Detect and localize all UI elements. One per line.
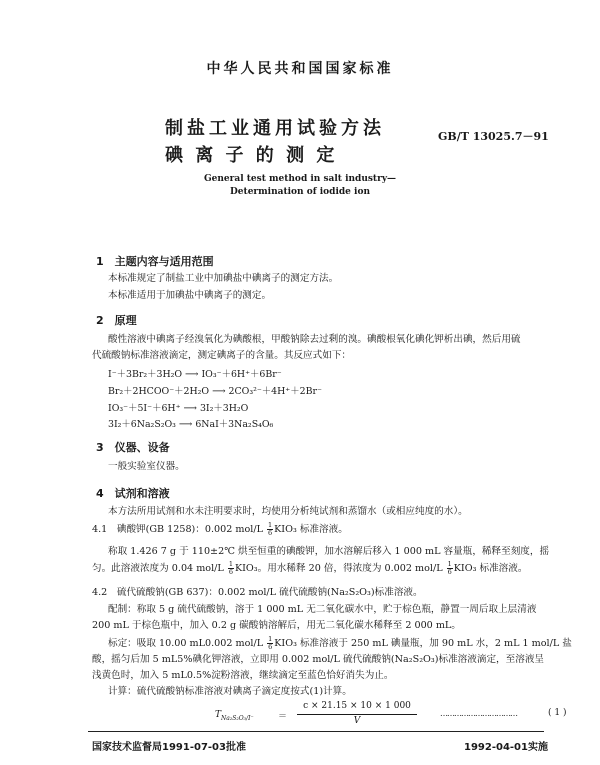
- footer-rule: [88, 731, 544, 732]
- fraction-denominator: 6: [447, 568, 452, 576]
- section-3-heading: 3 仪器、设备: [96, 441, 170, 454]
- section-4-2-para2-line1: [108, 636, 572, 651]
- formula-lhs: [215, 710, 254, 722]
- section-1-para2: 本标准适用于加碘盐中碘离子的测定。: [108, 290, 272, 301]
- section-4-2-para2-line2: 酸，摇匀后加 5 mL5%碘化钾溶液，立即用 0.002 mol/L 硫代硫酸钠(Na₂S₂O₃)标准溶液滴定，至溶液呈: [92, 654, 545, 665]
- formula-lhs-symbol: T: [215, 710, 222, 720]
- reaction-equation-4: 3I₂＋6Na₂S₂O₃ ⟶ 6NaI＋3Na₂S₄O₆: [108, 419, 274, 430]
- formula-equals: ＝: [278, 712, 288, 722]
- section-1-heading: 1 主题内容与适用范围: [96, 255, 214, 268]
- approval-date: 国家技术监督局1991-07-03批准: [92, 742, 246, 753]
- section-4-2-para2-line3: 浅黄色时，加入 5 mL0.5%淀粉溶液，继续滴定至蓝色恰好消失为止。: [92, 670, 394, 681]
- section-4-2-para2-line1-b: KIO₃ 标准溶液于 250 mL 碘量瓶，加 90 mL 水，2 mL 1 mol/L 盐: [274, 638, 572, 649]
- section-4-1-para-line2-c: KIO₃ 标准溶液。: [453, 563, 528, 574]
- fraction-numerator: 1: [447, 560, 452, 568]
- reaction-equation-1: I⁻＋3Br₂＋3H₂O ⟶ IO₃⁻＋6H⁺＋6Br⁻: [108, 369, 282, 380]
- section-4-1-text-b: KIO₃ 标准溶液。: [274, 524, 348, 535]
- formula-number: ( 1 ): [548, 708, 567, 718]
- fraction-one-sixth: [267, 522, 273, 537]
- reaction-equation-3: IO₃⁻＋5I⁻＋6H⁺ ⟶ 3I₂＋3H₂O: [108, 403, 249, 414]
- english-title-line1: General test method in salt industry—: [203, 174, 397, 184]
- section-4-1-heading: [92, 522, 348, 537]
- section-2-para1-line1: 酸性溶液中碘离子经溴氧化为碘酸根，甲酸钠除去过剩的溴。碘酸根氧化碘化钾析出碘，然后用硫: [108, 334, 521, 345]
- fraction-numerator: 1: [268, 521, 273, 529]
- formula-leader-dots: ……………………………: [440, 709, 517, 718]
- section-1-para1: 本标准规定了制盐工业中加碘盐中碘离子的测定方法。: [108, 273, 339, 284]
- formula-numerator: c × 21.15 × 10 × 1 000: [303, 701, 411, 711]
- section-2-para1-line2: 代硫酸钠标准溶液滴定，测定碘离子的含量。其反应式如下：: [92, 350, 352, 361]
- section-2-heading: 2 原理: [96, 314, 137, 327]
- section-4-1-para-line2-a: 匀。此溶液浓度为 0.04 mol/L: [92, 563, 227, 574]
- formula-denominator: V: [353, 716, 361, 726]
- english-title-line2: Determination of iodide ion: [230, 187, 370, 197]
- standard-title-line2: 碘 离 子 的 测 定: [165, 145, 338, 166]
- reaction-equation-2: Br₂＋2HCOO⁻＋2H₂O ⟶ 2CO₃²⁻＋4H⁺＋2Br⁻: [108, 386, 322, 397]
- implementation-date: 1992-04-01实施: [464, 742, 548, 753]
- standard-title-line1: 制盐工业通用试验方法: [165, 118, 385, 139]
- section-4-2-para1-line2: 200 mL 于棕色瓶中，加入 0.2 g 碳酸钠溶解后，用无二氧化碳水稀释至 2 000 mL。: [92, 620, 461, 631]
- fraction-numerator: 1: [228, 560, 233, 568]
- section-4-2-heading: 4.2 硫代硫酸钠(GB 637)：0.002 mol/L 硫代硫酸钠(Na₂S₂O₃)标准溶液。: [92, 587, 423, 598]
- section-4-1-text-a: 4.1 碘酸钾(GB 1258)：0.002 mol/L: [92, 524, 266, 535]
- fraction-denominator: 6: [228, 568, 233, 576]
- fraction-denominator: 6: [268, 643, 273, 651]
- fraction-numerator: 1: [268, 635, 273, 643]
- fraction-one-sixth: [447, 561, 453, 576]
- section-4-1-para-line2: [92, 561, 527, 576]
- formula-lhs-subscript: Na₂S₂O₃/I⁻: [221, 714, 254, 722]
- section-4-heading: 4 试剂和溶液: [96, 487, 170, 500]
- section-4-2-para1-line1: 配制：称取 5 g 硫代硫酸钠，溶于 1 000 mL 无二氧化碳水中，贮于棕色瓶，静置一周后取上层清液: [108, 604, 537, 615]
- section-4-para1: 本方法所用试剂和水未注明要求时，均使用分析纯试剂和蒸馏水（或相应纯度的水）。: [108, 506, 468, 517]
- fraction-denominator: 6: [268, 529, 273, 537]
- standard-number: GB/T 13025.7－91: [438, 130, 549, 143]
- formula-fraction-bar: [297, 714, 417, 715]
- fraction-one-sixth: [228, 561, 234, 576]
- section-3-para1: 一般实验室仪器。: [108, 461, 185, 472]
- section-4-1-para-line2-b: KIO₃。用水稀释 20 倍，得浓度为 0.002 mol/L: [234, 563, 446, 574]
- section-4-1-para-line1: 称取 1.426 7 g 于 110±2℃ 烘至恒重的碘酸钾，加水溶解后移入 1 000 mL 容量瓶，稀释至刻度，摇: [108, 546, 550, 557]
- section-4-2-para2-line1-a: 标定：吸取 10.00 mL0.002 mol/L: [108, 638, 267, 649]
- issuer-title: 中华人民共和国国家标准: [206, 61, 394, 77]
- fraction-one-sixth: [267, 636, 273, 651]
- calculation-intro: 计算：硫代硫酸钠标准溶液对碘离子滴定度按式(1)计算。: [108, 686, 352, 697]
